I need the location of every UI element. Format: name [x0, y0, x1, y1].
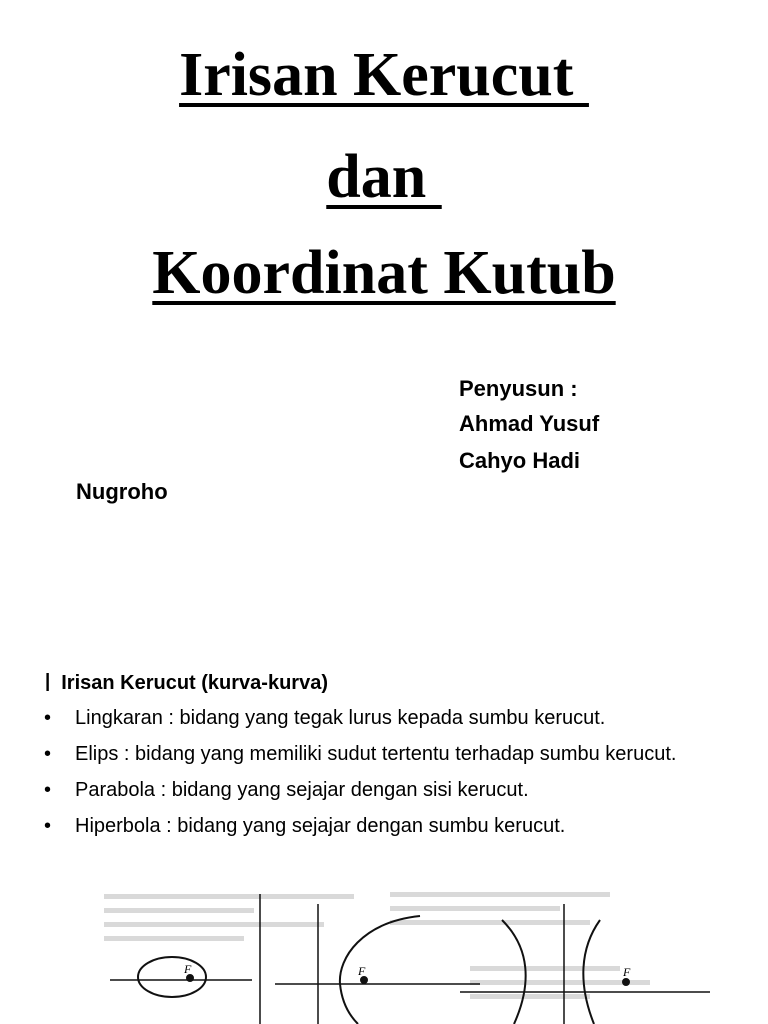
- title-line-2: dan: [326, 143, 442, 211]
- list-item: [44, 812, 720, 840]
- list-item: [44, 704, 720, 732]
- title-line-3: Koordinat Kutub: [152, 239, 616, 307]
- author-name-line-1: Ahmad Yusuf: [459, 411, 600, 436]
- list-item: [44, 740, 720, 768]
- section-heading-label: Irisan Kerucut (kurva-kurva): [61, 672, 328, 694]
- title-line-1: Irisan Kerucut: [179, 41, 589, 109]
- focus-label-ellipse: F: [184, 962, 192, 976]
- bullet: •: [44, 779, 52, 801]
- author-label: Penyusun :: [459, 376, 578, 401]
- list-item: [44, 776, 720, 804]
- author-name-line-2: Cahyo Hadi: [459, 448, 581, 473]
- focus-label-hyperbola: F: [623, 965, 631, 979]
- conic-sections-figure: [100, 884, 768, 1024]
- bullet: •: [44, 815, 52, 837]
- bullet: •: [44, 707, 52, 729]
- author-name-line-3: Nugroho: [76, 479, 168, 504]
- section-heading: [44, 668, 328, 697]
- ellipse-diagram: [110, 894, 260, 1024]
- conic-list: [44, 704, 720, 848]
- section-marker: I: [44, 667, 52, 697]
- bullet: •: [44, 743, 52, 765]
- list-item-text: Elips : bidang yang memiliki sudut tertentu terhadap sumbu kerucut.: [75, 743, 677, 765]
- list-item-text: Hiperbola : bidang yang sejajar dengan sumbu kerucut.: [75, 815, 566, 837]
- list-item-text: Parabola : bidang yang sejajar dengan sisi kerucut.: [75, 779, 529, 801]
- list-item-text: Lingkaran : bidang yang tegak lurus kepada sumbu kerucut.: [75, 707, 606, 729]
- focus-label-parabola: F: [358, 964, 366, 978]
- faint-scan-text: [104, 892, 650, 999]
